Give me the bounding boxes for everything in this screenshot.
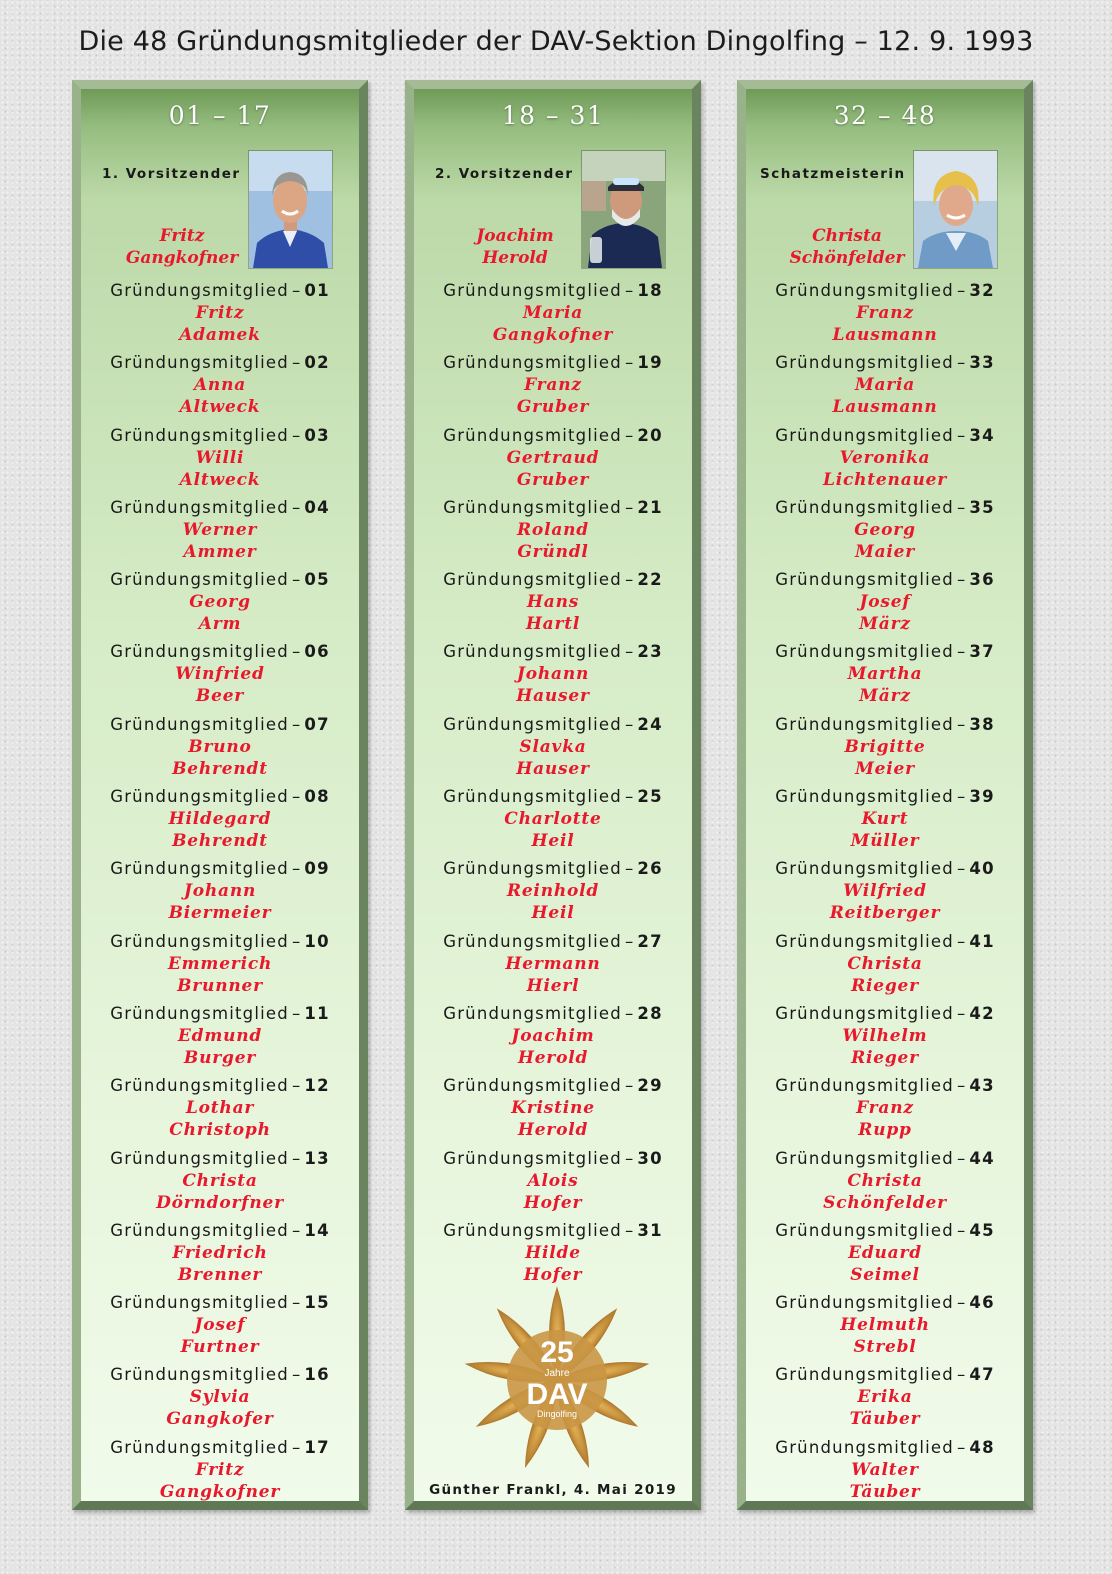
list-item: Gründungsmitglied – 35 Georg Maier <box>775 497 995 562</box>
list-item: Gründungsmitglied – 19 Franz Gruber <box>443 353 663 418</box>
column-header: 32 – 48 <box>833 101 937 130</box>
list-item: Gründungsmitglied – 03 Willi Altweck <box>110 425 330 490</box>
anniversary-edelweiss-logo <box>464 1284 650 1476</box>
list-item: Gründungsmitglied – 22 Hans Hartl <box>443 570 663 635</box>
list-item: Gründungsmitglied – 11 Edmund Burger <box>110 1003 330 1068</box>
list-item: Gründungsmitglied – 31 Hilde Hofer <box>443 1220 663 1285</box>
list-item: Gründungsmitglied – 21 Roland Gründl <box>443 497 663 562</box>
page-title: Die 48 Gründungsmitglieder der DAV-Sektion Dingolfing – 12. 9. 1993 <box>78 26 1034 57</box>
list-item: Gründungsmitglied – 20 Gertraud Gruber <box>443 425 663 490</box>
list-item: Gründungsmitglied – 08 Hildegard Behrendt <box>110 787 330 852</box>
badge-word: Jahre <box>544 1368 570 1379</box>
column-01-17 <box>72 80 368 1510</box>
portrait-photo <box>582 151 665 268</box>
list-item: Gründungsmitglied – 12 Lothar Christoph <box>110 1076 330 1141</box>
list-item: Gründungsmitglied – 48 Walter Täuber <box>775 1437 995 1502</box>
list-item: Gründungsmitglied – 09 Johann Biermeier <box>110 859 330 924</box>
column-32-48 <box>737 80 1033 1510</box>
list-item: Gründungsmitglied – 44 Christa Schönfelder <box>775 1148 995 1213</box>
badge-number: 25 <box>540 1336 574 1369</box>
list-item: Gründungsmitglied – 29 Kristine Herold <box>443 1076 663 1141</box>
list-item: Gründungsmitglied – 15 Josef Furtner <box>110 1293 330 1358</box>
member-list <box>414 280 692 1292</box>
list-item: Gründungsmitglied – 33 Maria Lausmann <box>775 353 995 418</box>
list-item: Gründungsmitglied – 06 Winfried Beer <box>110 642 330 707</box>
role-label: 2. Vorsitzender <box>435 166 574 182</box>
member-list <box>81 280 359 1509</box>
role-label: 1. Vorsitzender <box>102 166 241 182</box>
list-item: Gründungsmitglied – 10 Emmerich Brunner <box>110 931 330 996</box>
list-item: Gründungsmitglied – 28 Joachim Herold <box>443 1003 663 1068</box>
list-item: Gründungsmitglied – 39 Kurt Müller <box>775 787 995 852</box>
column-header: 01 – 17 <box>168 101 272 130</box>
list-item: Gründungsmitglied – 05 Georg Arm <box>110 570 330 635</box>
list-item: Gründungsmitglied – 23 Johann Hauser <box>443 642 663 707</box>
list-item: Gründungsmitglied – 17 Fritz Gangkofner <box>110 1437 330 1502</box>
officer-name: Joachim Herold <box>476 226 554 268</box>
list-item: Gründungsmitglied – 45 Eduard Seimel <box>775 1220 995 1285</box>
list-item: Gründungsmitglied – 25 Charlotte Heil <box>443 787 663 852</box>
list-item: Gründungsmitglied – 18 Maria Gangkofner <box>443 281 663 345</box>
member-list <box>746 280 1024 1509</box>
list-item: Gründungsmitglied – 32 Franz Lausmann <box>775 281 995 345</box>
list-item: Gründungsmitglied – 02 Anna Altweck <box>110 353 330 418</box>
list-item: Gründungsmitglied – 27 Hermann Hierl <box>443 931 663 996</box>
badge-brand: DAV <box>526 1378 588 1411</box>
list-item: Gründungsmitglied – 26 Reinhold Heil <box>443 859 663 924</box>
list-item: Gründungsmitglied – 13 Christa Dörndorfner <box>110 1148 330 1213</box>
footer-credit: Günther Frankl, 4. Mai 2019 <box>429 1482 677 1498</box>
officer-name: Christa Schönfelder <box>789 226 905 268</box>
list-item: Gründungsmitglied – 36 Josef März <box>775 570 995 635</box>
list-item: Gründungsmitglied – 30 Alois Hofer <box>443 1148 663 1213</box>
list-item: Gründungsmitglied – 46 Helmuth Strebl <box>775 1293 995 1358</box>
portrait-photo <box>914 151 997 268</box>
list-item: Gründungsmitglied – 24 Slavka Hauser <box>443 714 663 779</box>
list-item: Gründungsmitglied – 37 Martha März <box>775 642 995 707</box>
list-item: Gründungsmitglied – 42 Wilhelm Rieger <box>775 1003 995 1068</box>
list-item: Gründungsmitglied – 01 Fritz Adamek <box>110 281 330 345</box>
list-item: Gründungsmitglied – 16 Sylvia Gangkofer <box>110 1365 330 1430</box>
list-item: Gründungsmitglied – 40 Wilfried Reitberger <box>775 859 995 924</box>
column-header: 18 – 31 <box>501 101 605 130</box>
badge-place: Dingolfing <box>536 1409 578 1419</box>
list-item: Gründungsmitglied – 47 Erika Täuber <box>775 1365 995 1430</box>
column-18-31 <box>405 80 701 1510</box>
officer-name: Fritz Gangkofner <box>125 226 239 268</box>
list-item: Gründungsmitglied – 41 Christa Rieger <box>775 931 995 996</box>
list-item: Gründungsmitglied – 38 Brigitte Meier <box>775 714 995 779</box>
list-item: Gründungsmitglied – 34 Veronika Lichtenauer <box>775 425 995 490</box>
portrait-photo <box>249 151 332 268</box>
list-item: Gründungsmitglied – 07 Bruno Behrendt <box>110 714 330 779</box>
role-label: Schatzmeisterin <box>760 166 906 182</box>
list-item: Gründungsmitglied – 43 Franz Rupp <box>775 1076 995 1141</box>
list-item: Gründungsmitglied – 14 Friedrich Brenner <box>110 1220 330 1285</box>
list-item: Gründungsmitglied – 04 Werner Ammer <box>110 497 330 562</box>
